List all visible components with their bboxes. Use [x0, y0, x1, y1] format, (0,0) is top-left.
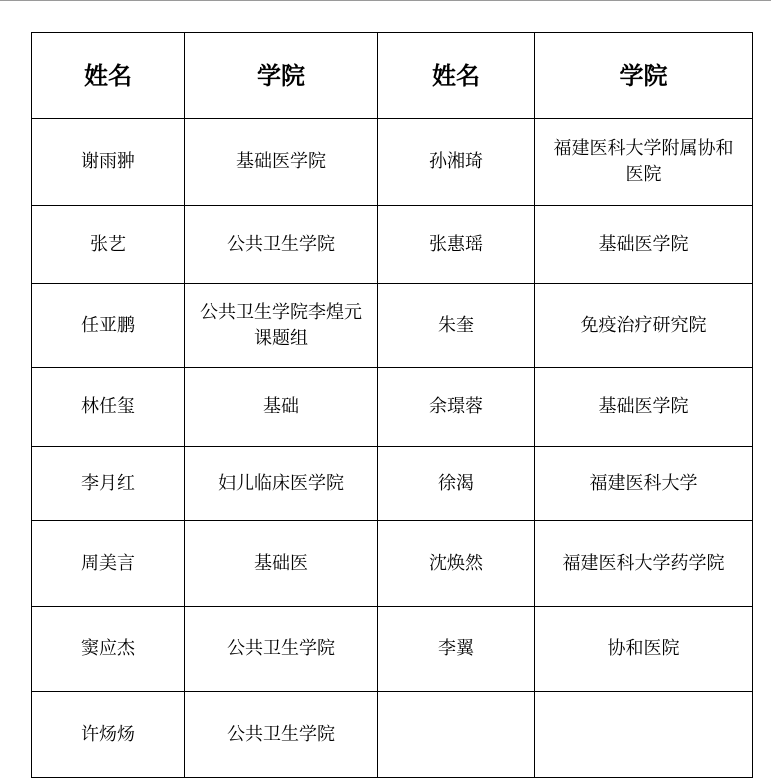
name-cell: 许炀炀 [32, 692, 185, 778]
name-cell: 周美言 [32, 521, 185, 607]
college-cell: 福建医科大学附属协和医院 [535, 119, 753, 206]
empty-name-cell [378, 692, 535, 778]
header-name-right: 姓名 [378, 33, 535, 119]
table-row [32, 119, 753, 206]
header-college-left: 学院 [185, 33, 378, 119]
table-row [32, 607, 753, 692]
name-cell: 沈焕然 [378, 521, 535, 607]
name-cell: 余璟蓉 [378, 368, 535, 447]
college-cell: 公共卫生学院李煌元课题组 [185, 284, 378, 368]
college-cell: 协和医院 [535, 607, 753, 692]
college-cell: 基础医 [185, 521, 378, 607]
college-cell: 妇儿临床医学院 [185, 447, 378, 521]
table-row [32, 447, 753, 521]
name-cell: 孙湘琦 [378, 119, 535, 206]
college-cell: 公共卫生学院 [185, 692, 378, 778]
table-row [32, 521, 753, 607]
name-cell: 窦应杰 [32, 607, 185, 692]
name-cell: 任亚鹏 [32, 284, 185, 368]
table-row [32, 692, 753, 778]
table-row [32, 368, 753, 447]
table-row [32, 284, 753, 368]
name-cell: 李翼 [378, 607, 535, 692]
top-border-line [0, 0, 771, 1]
name-cell: 张惠瑶 [378, 206, 535, 284]
college-cell: 公共卫生学院 [185, 206, 378, 284]
college-cell: 福建医科大学 [535, 447, 753, 521]
college-cell: 基础医学院 [185, 119, 378, 206]
empty-college-cell [535, 692, 753, 778]
name-cell: 谢雨翀 [32, 119, 185, 206]
college-cell: 免疫治疗研究院 [535, 284, 753, 368]
name-cell: 张艺 [32, 206, 185, 284]
member-college-table [31, 32, 753, 778]
header-college-right: 学院 [535, 33, 753, 119]
name-cell: 李月红 [32, 447, 185, 521]
college-cell: 基础医学院 [535, 206, 753, 284]
table-header-row [32, 33, 753, 119]
name-cell: 徐渴 [378, 447, 535, 521]
college-cell: 公共卫生学院 [185, 607, 378, 692]
college-cell: 福建医科大学药学院 [535, 521, 753, 607]
name-cell: 朱奎 [378, 284, 535, 368]
table-row [32, 206, 753, 284]
header-name-left: 姓名 [32, 33, 185, 119]
college-cell: 基础 [185, 368, 378, 447]
name-cell: 林任玺 [32, 368, 185, 447]
college-cell: 基础医学院 [535, 368, 753, 447]
